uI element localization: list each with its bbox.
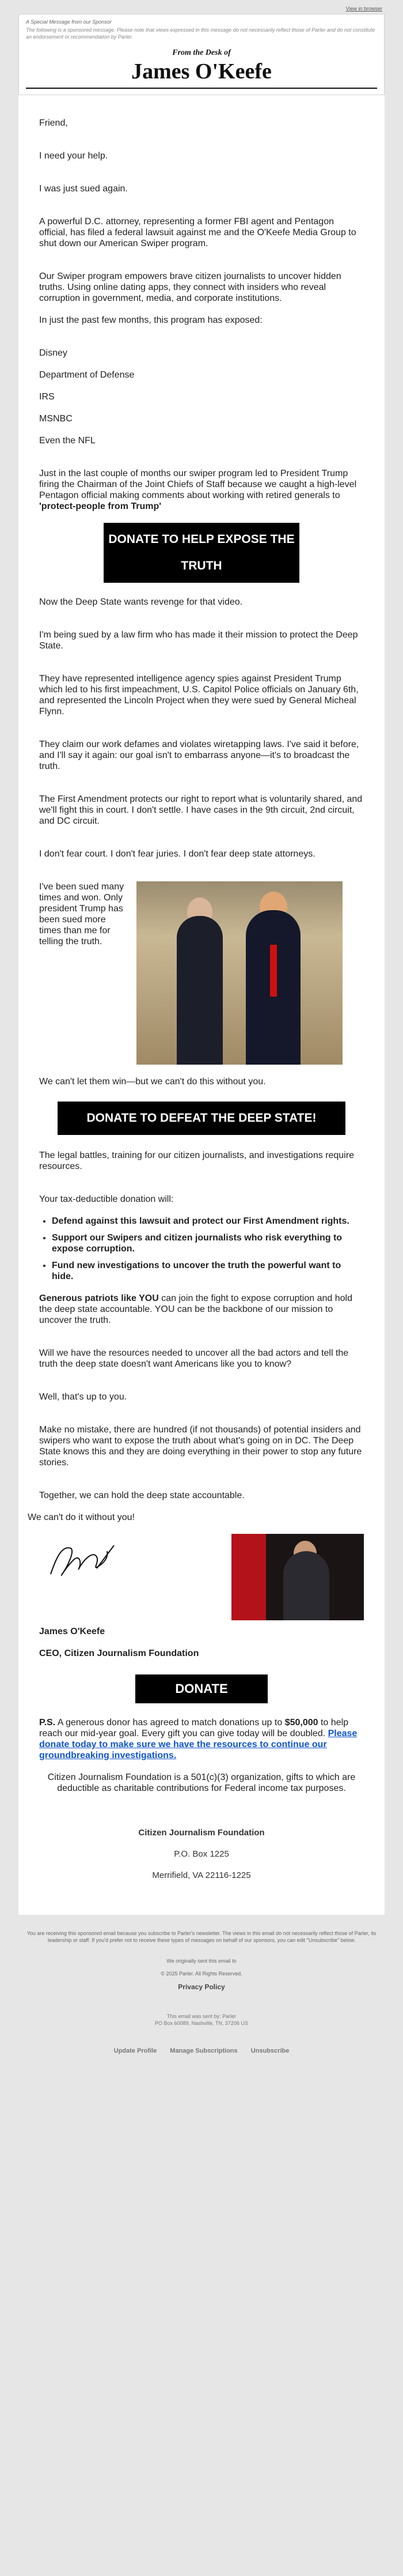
bold-text: Generous patriots like YOU [39,1293,159,1303]
paragraph: A powerful D.C. attorney, representing a former FBI agent and Pentagon official, has filed a federal lawsuit against me and the O'Keefe Media Group to shut down our American Swiper program. [39,217,356,248]
okeefe-speaking-photo [231,1534,364,1620]
paragraph [39,468,364,512]
signature-row [39,1534,364,1620]
paragraph: I need your help. [39,151,108,161]
view-in-browser-link[interactable]: View in browser [345,6,382,12]
ps-donate-link[interactable]: Please donate today to make sure we have the resources to continue our groundbreaking investigations. [39,1729,358,1760]
paragraph: In just the past few months, this program has exposed: [39,315,263,325]
sponsor-text: The following is a sponsored message. Please note that views expressed in this message do not necessarily reflect those of Parler and do not constitute an endorsement or recommendation by Parler. [26,27,375,40]
subscription-links [25,2047,378,2054]
bold-quote: 'protect-people from Trump' [39,501,162,511]
sent-by: This email was sent by: Parler [166,2013,237,2019]
text-span: to help reach our mid-year goal. Every gift you can give today will be doubled. [39,1718,349,1738]
privacy-policy-link[interactable]: Privacy Policy [178,1983,225,1991]
list-item: • Support our Swipers and citizen journalists who risk everything to expose corruption. [52,1232,364,1254]
tax-note: Citizen Journalism Foundation is a 501(c)(3) organization, gifts to which are deductible as charitable contributions for Federal income tax purposes. [47,1772,356,1793]
paragraph: I was just sued again. [39,184,128,194]
text-span: A generous donor has agreed to match donations up to [55,1718,285,1728]
legal-notice: You are receiving this sponsored email because you subscribe to Parler's newsletter. The views in this email do not necessarily reflect those of Parler, its leadership or staff. If you'd prefer not to receive these types of messages on behalf of our sponsors, you can edit "Unsubscribe" below. [26,1930,377,1943]
paragraph: Our Swiper program empowers brave citizen journalists to uncover hidden truths. Using online dating apps, they connect with insiders who reveal corruption in government, media, and corporate institutions. [39,271,341,303]
paragraph: Make no mistake, there are hundred (if not thousands) of potential insiders and swipers who want to expose the truth about what's going on in DC. The Deep State knows this and they are doing everything in their power to stop any future stories. [39,1425,362,1468]
paragraph: We can't let them win—but we can't do this without you. [39,1077,266,1087]
paragraph: Your tax-deductible donation will: [39,1194,174,1204]
paragraph: I don't fear court. I don't fear juries. I don't fear deep state attorneys. [39,849,315,859]
ps-label: P.S. [39,1718,56,1728]
okeefe-trump-photo [136,881,343,1065]
city-line: Merrifield, VA 22116-1225 [152,1870,251,1880]
sender-address: PO Box 60089, Nashville, TN, 37206 US [155,2020,248,2026]
paragraph: They claim our work defames and violates wiretapping laws. I've said it before, and I'll say it again: our goal isn't to embarrass anyone—it's to broadcast the truth. [39,740,359,771]
paragraph: Now the Deep State wants revenge for that video. [39,597,243,607]
po-box: P.O. Box 1225 [174,1849,229,1859]
paragraph: Together, we can hold the deep state accountable. [39,1491,245,1500]
paragraph: We can't do it without you! [28,1513,135,1522]
exposed-item: Disney [39,348,67,358]
photo-caption-text: I've been sued many times and won. Only president Trump has been sued more times than me for telling the truth. [39,882,124,946]
text-span: Just in the last couple of months our swiper program led to President Trump firing the Chairman of the Joint Chiefs of Staff because we caught a high-level Pentagon official making comments about working with retired generals to [39,469,357,500]
exposed-item: Even the NFL [39,436,96,446]
org-address [39,1828,364,1880]
unsubscribe-link[interactable]: Unsubscribe [250,2047,290,2054]
masthead-rule [26,88,377,89]
sponsor-notice [18,14,385,95]
exposed-item: IRS [39,392,55,402]
donation-benefits-list [39,1216,364,1282]
greeting: Friend, [39,118,68,128]
sponsor-title: A Special Message from our Sponsor [26,19,112,25]
letter-body [18,95,385,1915]
from-desk-label: From the Desk of [172,48,231,57]
paragraph: Well, that's up to you. [39,1392,127,1402]
ps-paragraph [39,1717,364,1761]
origin-note: We originally sent this email to [166,1958,237,1964]
paragraph [39,1293,364,1326]
email-container [18,0,385,2054]
paragraph: The legal battles, training for our citizen journalists, and investigations require resources. [39,1151,354,1171]
masthead [26,40,377,89]
copyright: © 2025 Parler. All Rights Reserved. [161,1971,242,1977]
exposed-item: MSNBC [39,414,73,424]
text-span: can join the fight to expose corruption and hold the deep state accountable. YOU can be the backbone of our mission to uncover the truth. [39,1293,352,1325]
paragraph: Will we have the resources needed to uncover all the bad actors and tell the truth the deep state doesn't want Americans like you to know? [39,1348,349,1369]
signature-image [39,1534,126,1586]
signature-title: CEO, Citizen Journalism Foundation [39,1649,199,1658]
paragraph: The First Amendment protects our right to report what is voluntarily shared, and we'll fight this in court. I don't settle. I have cases in the 9th circuit, 2nd circuit, and DC circuit. [39,794,363,826]
update-profile-link[interactable]: Update Profile [113,2047,157,2054]
signature-name: James O'Keefe [39,1627,105,1636]
masthead-name: James O'Keefe [131,59,272,84]
donate-button[interactable]: DONATE [135,1674,268,1703]
org-name: Citizen Journalism Foundation [138,1828,265,1838]
match-amount: $50,000 [284,1718,318,1728]
donate-expose-truth-button[interactable]: DONATE TO HELP EXPOSE THE TRUTH [104,523,299,583]
donate-defeat-deep-state-button[interactable]: DONATE TO DEFEAT THE DEEP STATE! [58,1102,345,1135]
paragraph: They have represented intelligence agency spies against President Trump which led to his first impeachment, U.S. Capitol Police officials on January 6th, and represented the Lincoln Project when they were sued by General Micheal Flynn. [39,674,359,716]
list-item: • Fund new investigations to uncover the truth the powerful want to hide. [52,1260,364,1282]
manage-subscriptions-link[interactable]: Manage Subscriptions [170,2047,238,2054]
exposed-item: Department of Defense [39,370,135,380]
top-bar [18,0,385,14]
paragraph: I'm being sued by a law firm who has made it their mission to protect the Deep State. [39,630,358,651]
photo-section [39,881,364,1065]
legal-footer [18,1915,385,2054]
list-item: • Defend against this lawsuit and protect our First Amendment rights. [52,1216,364,1227]
